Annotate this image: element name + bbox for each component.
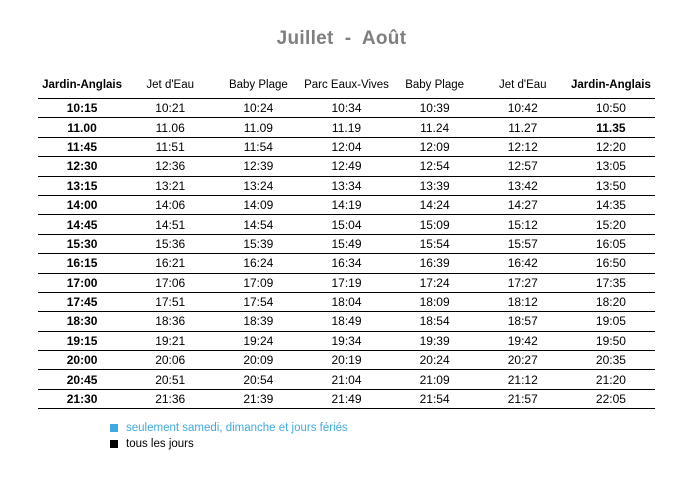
time-cell: 13:34 xyxy=(302,176,390,195)
time-cell: 20:00 xyxy=(38,351,126,370)
time-cell: 12:30 xyxy=(38,157,126,176)
time-cell: 13:39 xyxy=(391,176,479,195)
time-cell: 20:19 xyxy=(302,351,390,370)
time-cell: 15:49 xyxy=(302,234,390,253)
legend-weekend xyxy=(110,422,348,434)
time-cell: 11.24 xyxy=(391,118,479,137)
time-cell: 16:24 xyxy=(214,254,302,273)
time-cell: 15:39 xyxy=(214,234,302,253)
time-cell: 16:21 xyxy=(126,254,214,273)
time-cell: 18:57 xyxy=(479,312,567,331)
legend-daily xyxy=(110,438,194,450)
table-row xyxy=(38,137,655,156)
time-cell: 20:45 xyxy=(38,370,126,389)
time-cell: 11:51 xyxy=(126,137,214,156)
time-cell: 15:57 xyxy=(479,234,567,253)
time-cell: 21:36 xyxy=(126,389,214,408)
column-header: Parc Eaux-Vives xyxy=(302,72,390,99)
legend-daily-label: tous les jours xyxy=(126,438,194,450)
time-cell: 11.35 xyxy=(567,118,655,137)
time-cell: 12:36 xyxy=(126,157,214,176)
legend-weekend-swatch xyxy=(110,424,118,432)
time-cell: 15:36 xyxy=(126,234,214,253)
table-row xyxy=(38,215,655,234)
time-cell: 12:49 xyxy=(302,157,390,176)
time-cell: 19:34 xyxy=(302,331,390,350)
time-cell: 19:15 xyxy=(38,331,126,350)
time-cell: 20:35 xyxy=(567,351,655,370)
time-cell: 20:27 xyxy=(479,351,567,370)
time-cell: 22:05 xyxy=(567,389,655,408)
time-cell: 12:04 xyxy=(302,137,390,156)
time-cell: 11.06 xyxy=(126,118,214,137)
column-header: Jet d'Eau xyxy=(126,72,214,99)
page-title: Juillet - Août xyxy=(276,28,407,49)
time-cell: 14:09 xyxy=(214,195,302,214)
time-cell: 18:20 xyxy=(567,292,655,311)
time-cell: 20:09 xyxy=(214,351,302,370)
time-cell: 15:09 xyxy=(391,215,479,234)
table-row xyxy=(38,99,655,118)
time-cell: 11.09 xyxy=(214,118,302,137)
time-cell: 14:06 xyxy=(126,195,214,214)
time-cell: 17:51 xyxy=(126,292,214,311)
table-row xyxy=(38,292,655,311)
time-cell: 11.27 xyxy=(479,118,567,137)
schedule-table xyxy=(38,72,655,409)
time-cell: 17:27 xyxy=(479,273,567,292)
time-cell: 15:04 xyxy=(302,215,390,234)
time-cell: 21:12 xyxy=(479,370,567,389)
table-row xyxy=(38,312,655,331)
table-row xyxy=(38,176,655,195)
time-cell: 16:05 xyxy=(567,234,655,253)
column-header: Jardin-Anglais xyxy=(567,72,655,99)
column-header: Jardin-Anglais xyxy=(38,72,126,99)
time-cell: 18:04 xyxy=(302,292,390,311)
time-cell: 18:36 xyxy=(126,312,214,331)
time-cell: 18:49 xyxy=(302,312,390,331)
time-cell: 19:42 xyxy=(479,331,567,350)
table-row xyxy=(38,157,655,176)
time-cell: 17:24 xyxy=(391,273,479,292)
time-cell: 11:54 xyxy=(214,137,302,156)
time-cell: 12:54 xyxy=(391,157,479,176)
time-cell: 19:05 xyxy=(567,312,655,331)
table-row xyxy=(38,195,655,214)
time-cell: 14:54 xyxy=(214,215,302,234)
time-cell: 16:34 xyxy=(302,254,390,273)
time-cell: 19:50 xyxy=(567,331,655,350)
time-cell: 21:04 xyxy=(302,370,390,389)
time-cell: 10:39 xyxy=(391,99,479,118)
legend-daily-swatch xyxy=(110,440,118,448)
time-cell: 15:54 xyxy=(391,234,479,253)
time-cell: 17:09 xyxy=(214,273,302,292)
time-cell: 10:34 xyxy=(302,99,390,118)
time-cell: 17:19 xyxy=(302,273,390,292)
time-cell: 17:45 xyxy=(38,292,126,311)
time-cell: 19:24 xyxy=(214,331,302,350)
time-cell: 20:24 xyxy=(391,351,479,370)
time-cell: 13:42 xyxy=(479,176,567,195)
time-cell: 11.00 xyxy=(38,118,126,137)
time-cell: 12:09 xyxy=(391,137,479,156)
table-row xyxy=(38,273,655,292)
time-cell: 19:39 xyxy=(391,331,479,350)
time-cell: 13:21 xyxy=(126,176,214,195)
column-header: Baby Plage xyxy=(214,72,302,99)
time-cell: 13:05 xyxy=(567,157,655,176)
time-cell: 15:30 xyxy=(38,234,126,253)
time-cell: 10:21 xyxy=(126,99,214,118)
time-cell: 13:15 xyxy=(38,176,126,195)
time-cell: 19:21 xyxy=(126,331,214,350)
time-cell: 16:50 xyxy=(567,254,655,273)
time-cell: 14:45 xyxy=(38,215,126,234)
time-cell: 17:06 xyxy=(126,273,214,292)
time-cell: 16:39 xyxy=(391,254,479,273)
time-cell: 18:12 xyxy=(479,292,567,311)
time-cell: 12:39 xyxy=(214,157,302,176)
time-cell: 18:54 xyxy=(391,312,479,331)
table-row xyxy=(38,254,655,273)
time-cell: 17:35 xyxy=(567,273,655,292)
time-cell: 16:42 xyxy=(479,254,567,273)
table-row xyxy=(38,370,655,389)
time-cell: 21:39 xyxy=(214,389,302,408)
time-cell: 20:06 xyxy=(126,351,214,370)
table-row xyxy=(38,331,655,350)
time-cell: 10:15 xyxy=(38,99,126,118)
time-cell: 11.19 xyxy=(302,118,390,137)
time-cell: 13:24 xyxy=(214,176,302,195)
time-cell: 12:20 xyxy=(567,137,655,156)
time-cell: 18:09 xyxy=(391,292,479,311)
time-cell: 21:09 xyxy=(391,370,479,389)
table-row xyxy=(38,389,655,408)
time-cell: 12:12 xyxy=(479,137,567,156)
time-cell: 11:45 xyxy=(38,137,126,156)
time-cell: 15:20 xyxy=(567,215,655,234)
table-row xyxy=(38,234,655,253)
time-cell: 14:00 xyxy=(38,195,126,214)
column-header: Baby Plage xyxy=(391,72,479,99)
time-cell: 15:12 xyxy=(479,215,567,234)
table-row xyxy=(38,118,655,137)
time-cell: 18:39 xyxy=(214,312,302,331)
time-cell: 14:27 xyxy=(479,195,567,214)
column-header: Jet d'Eau xyxy=(479,72,567,99)
time-cell: 21:49 xyxy=(302,389,390,408)
header-row xyxy=(38,72,655,99)
time-cell: 16:15 xyxy=(38,254,126,273)
time-cell: 17:00 xyxy=(38,273,126,292)
time-cell: 10:24 xyxy=(214,99,302,118)
time-cell: 10:42 xyxy=(479,99,567,118)
time-cell: 21:57 xyxy=(479,389,567,408)
time-cell: 20:51 xyxy=(126,370,214,389)
time-cell: 14:24 xyxy=(391,195,479,214)
time-cell: 14:35 xyxy=(567,195,655,214)
time-cell: 14:51 xyxy=(126,215,214,234)
time-cell: 18:30 xyxy=(38,312,126,331)
time-cell: 13:50 xyxy=(567,176,655,195)
time-cell: 21:20 xyxy=(567,370,655,389)
schedule-body xyxy=(38,99,655,409)
time-cell: 21:54 xyxy=(391,389,479,408)
time-cell: 14:19 xyxy=(302,195,390,214)
time-cell: 17:54 xyxy=(214,292,302,311)
time-cell: 20:54 xyxy=(214,370,302,389)
time-cell: 12:57 xyxy=(479,157,567,176)
table-row xyxy=(38,351,655,370)
legend-weekend-label: seulement samedi, dimanche et jours fériés xyxy=(126,422,348,434)
time-cell: 10:50 xyxy=(567,99,655,118)
time-cell: 21:30 xyxy=(38,389,126,408)
